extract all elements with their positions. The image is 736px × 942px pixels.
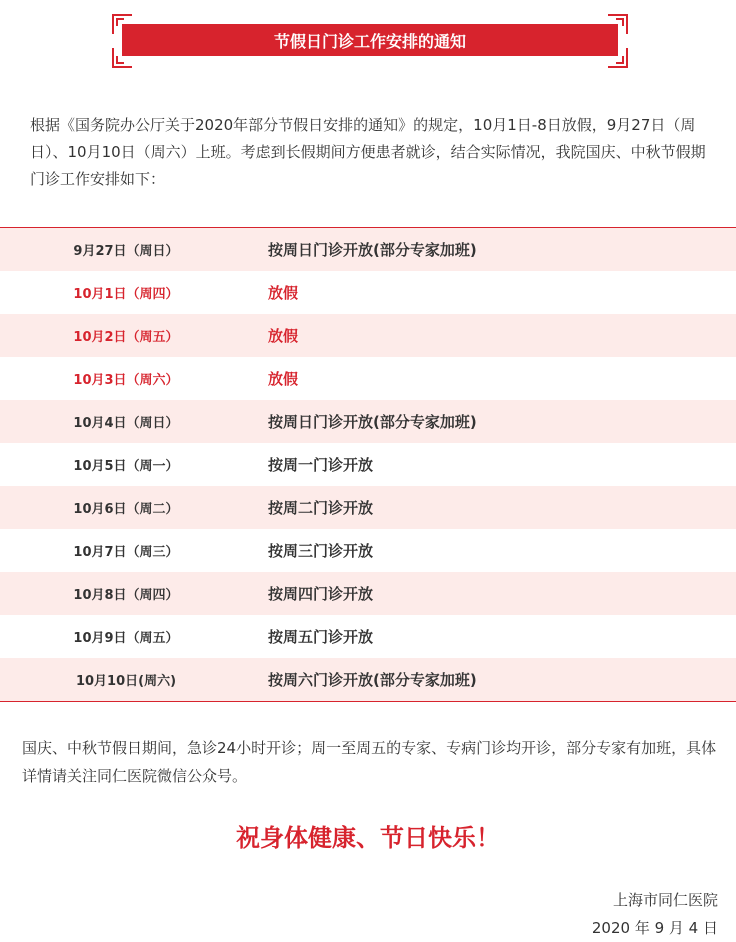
- schedule-date: 10月6日（周二）: [73, 502, 179, 517]
- signature-block: [592, 886, 718, 942]
- corner-accent-bottom-right: [616, 56, 624, 64]
- schedule-row: [0, 357, 736, 400]
- schedule-row: [0, 615, 736, 658]
- schedule-date: 10月4日（周日）: [73, 416, 179, 431]
- schedule-row: [0, 228, 736, 271]
- greeting-text: 祝身体健康、节日快乐！: [236, 824, 500, 852]
- schedule-row: [0, 400, 736, 443]
- schedule-status: 按周三门诊开放: [268, 542, 374, 560]
- schedule-status: 放假: [268, 327, 299, 345]
- schedule-date: 10月7日（周三）: [73, 545, 179, 560]
- schedule-status: 按周五门诊开放: [268, 628, 374, 646]
- schedule-date: 9月27日（周日）: [73, 244, 179, 259]
- schedule-table: [0, 227, 736, 702]
- schedule-status: 按周二门诊开放: [268, 499, 374, 517]
- intro-paragraph: 根据《国务院办公厅关于2020年部分节假日安排的通知》的规定，10月1日-8日放假，9月27日（周日）、10月10日（周六）上班。考虑到长假期间方便患者就诊，结合实际情况，我院国庆、中秋节假期门诊工作安排如下：: [30, 116, 706, 188]
- schedule-date: 10月8日（周四）: [73, 588, 179, 603]
- schedule-date: 10月10日(周六): [75, 674, 177, 689]
- schedule-status: 按周一门诊开放: [268, 456, 374, 474]
- corner-accent-bottom-left: [116, 56, 124, 64]
- schedule-row: [0, 529, 736, 572]
- schedule-date: 10月2日（周五）: [73, 330, 179, 345]
- schedule-status: 按周日门诊开放(部分专家加班): [268, 241, 477, 259]
- schedule-row: [0, 658, 736, 701]
- schedule-status: 按周四门诊开放: [268, 585, 374, 603]
- signature-date: 2020 年 9 月 4 日: [591, 919, 718, 937]
- schedule-row: [0, 572, 736, 615]
- schedule-date: 10月5日（周一）: [73, 459, 179, 474]
- schedule-date: 10月9日（周五）: [73, 631, 179, 646]
- title-banner-frame: [112, 14, 628, 68]
- schedule-date: 10月1日（周四）: [73, 287, 179, 302]
- page-title: 节假日门诊工作安排的通知: [122, 24, 618, 56]
- note-paragraph: 国庆、中秋节假日期间，急诊24小时开诊；周一至周五的专家、专病门诊均开诊，部分专家有加班，具体详情请关注同仁医院微信公众号。: [22, 739, 717, 785]
- schedule-date: 10月3日（周六）: [73, 373, 179, 388]
- schedule-row: [0, 314, 736, 357]
- schedule-row: [0, 271, 736, 314]
- signature-org: 上海市同仁医院: [612, 891, 718, 909]
- schedule-status: 按周日门诊开放(部分专家加班): [268, 413, 477, 431]
- schedule-row: [0, 486, 736, 529]
- schedule-row: [0, 443, 736, 486]
- schedule-status: 按周六门诊开放(部分专家加班): [268, 671, 477, 689]
- schedule-status: 放假: [268, 370, 299, 388]
- schedule-status: 放假: [268, 284, 299, 302]
